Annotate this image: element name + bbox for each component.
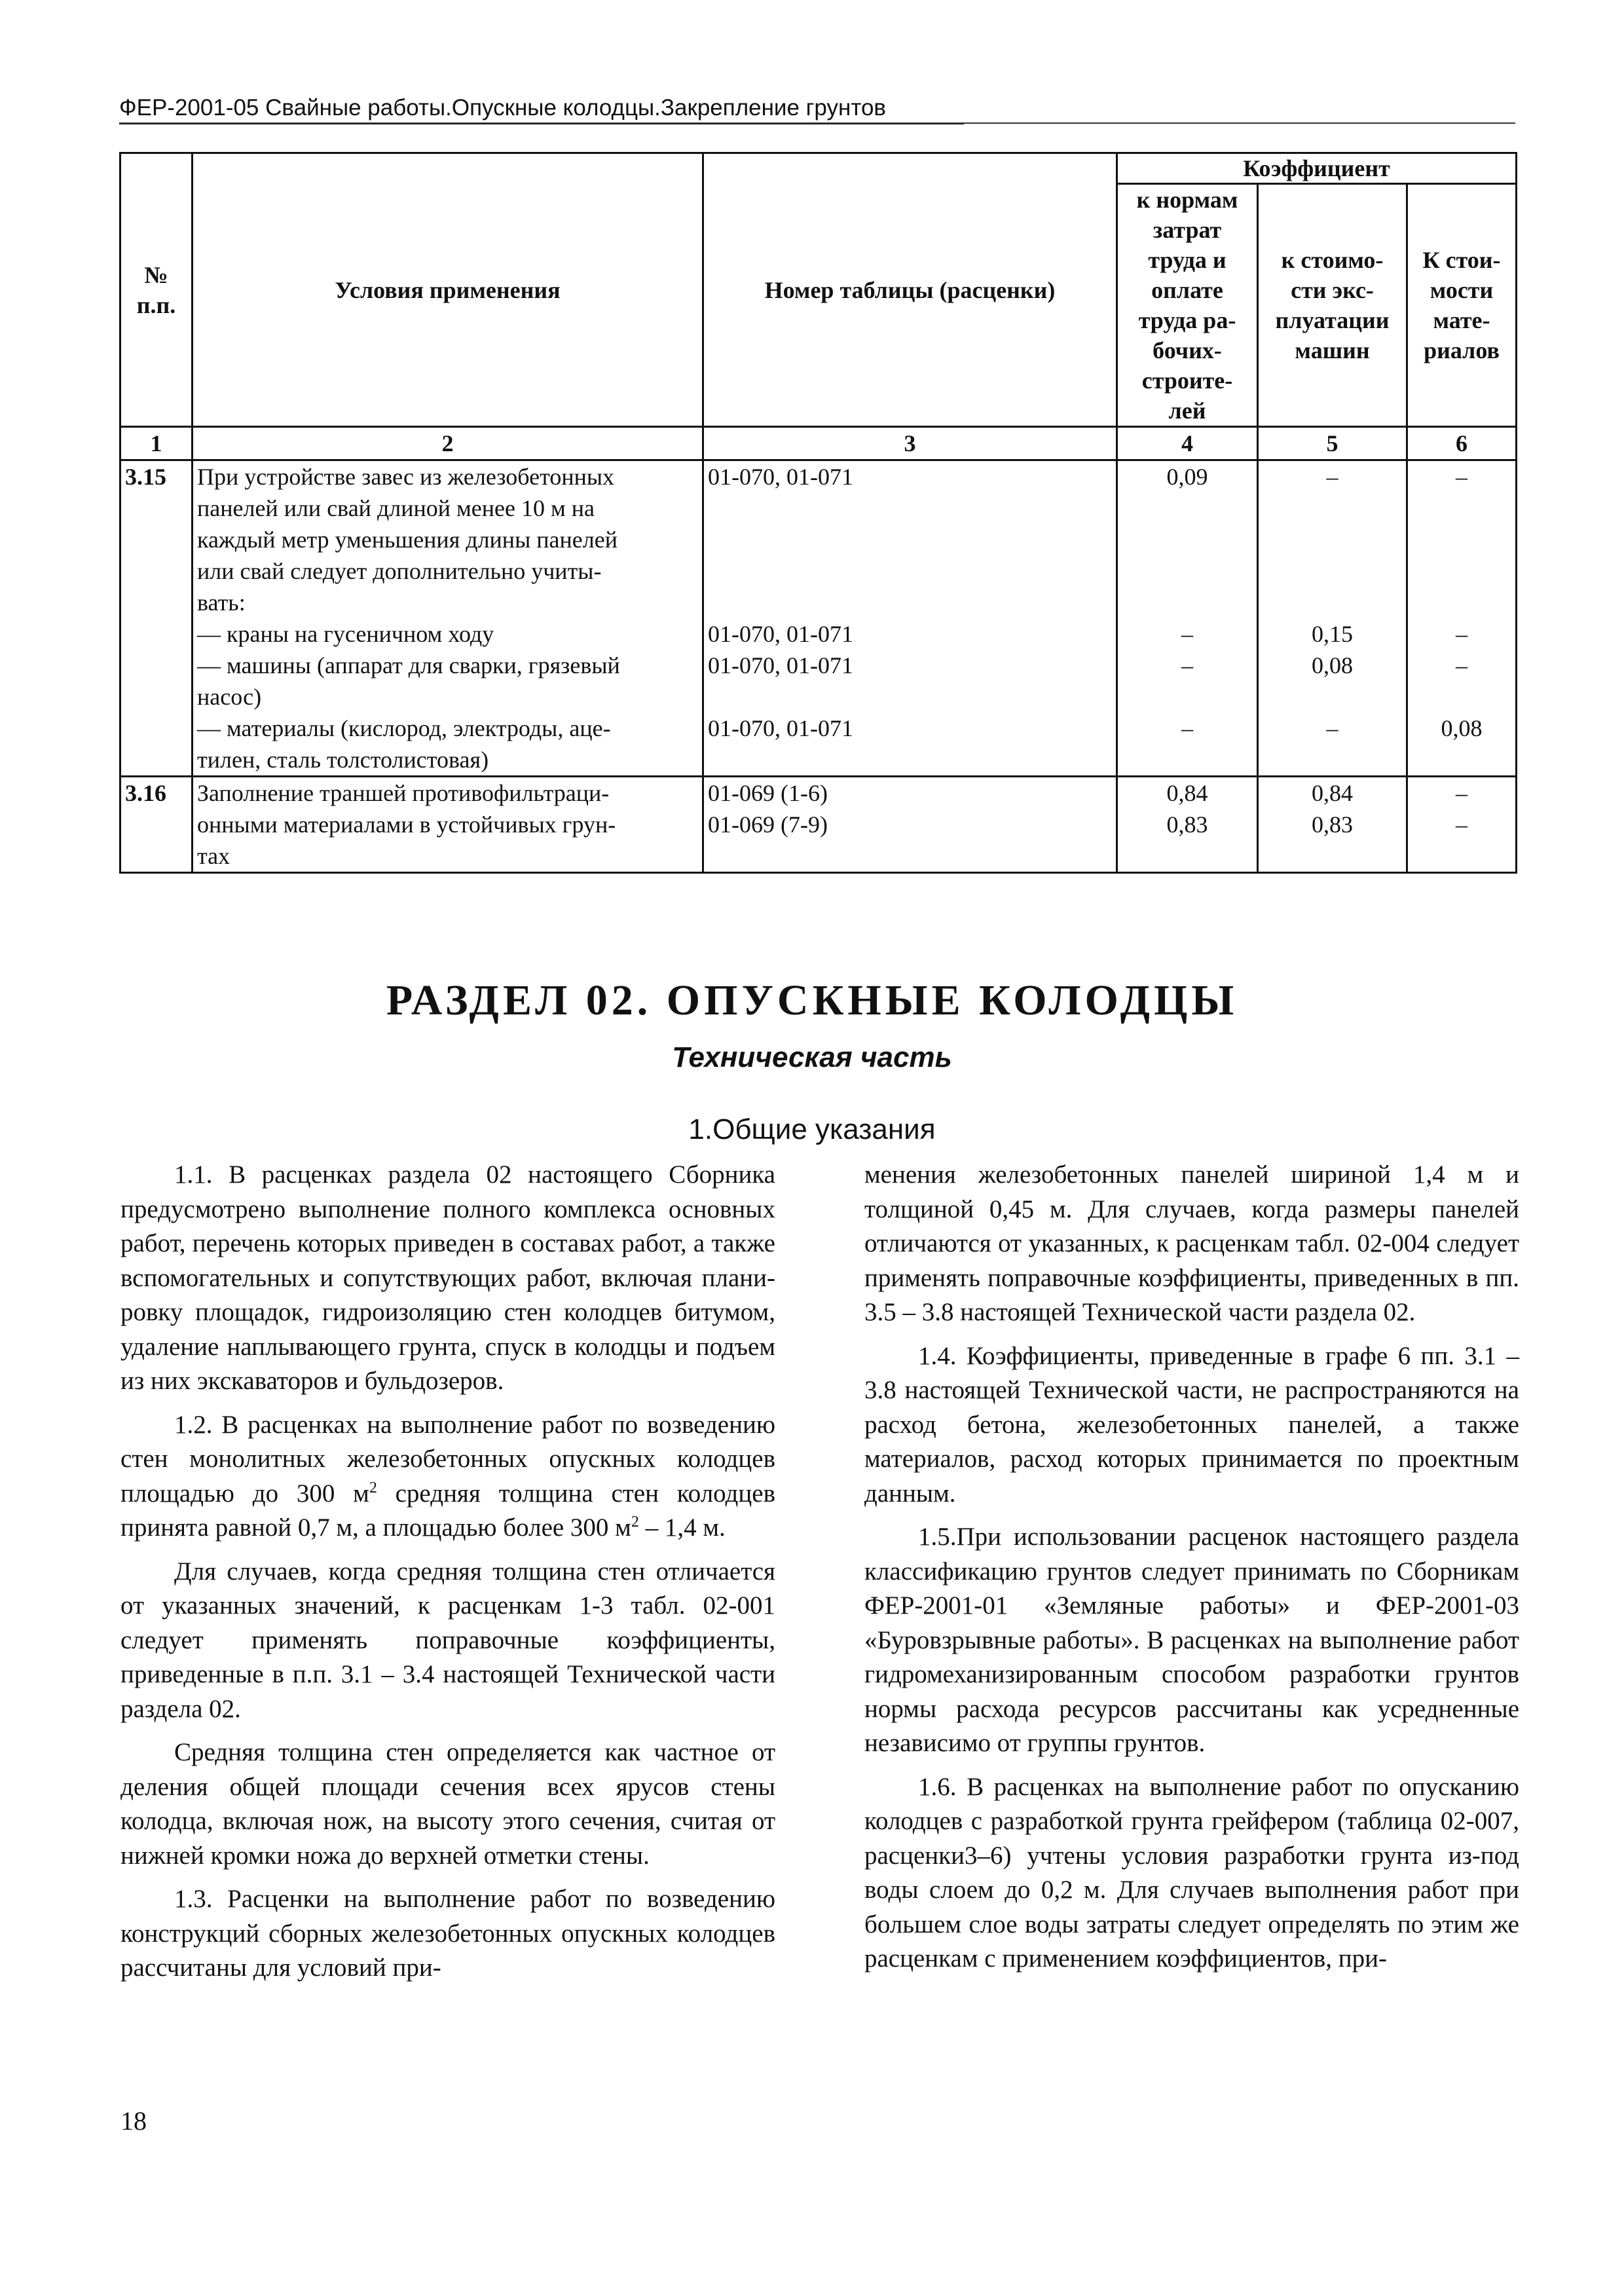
paragraph: 1.4. Коэффициенты, приведенные в графе 6 пп. 3.1 – 3.8 настоящей Технической части, не распространяются на расход бетона, железобетонных панелей, а также материалов, расход которых принимается по проектным данным.	[864, 1341, 1519, 1508]
row-materials-coef: – –	[1407, 777, 1517, 873]
paragraph: Средняя толщина стен определяется как частное от деления общей площади сечения всех ярусов стены колодца, включая нож, на высоту этого сечения, считая от нижней кромки ножа до верхней отметки стены.	[120, 1738, 775, 1870]
paragraph: 1.2. В расценках на выполнение работ по возведению стен монолитных железобетонных опускных колодцев площадью до 300 $м^2$ средняя толщина стен колодцев принята равной 0,7 м, а площадью более 300 $м^2 - 1,4$ м.	[120, 1410, 775, 1542]
row-conditions: Заполнение траншей противофильтраци- онными материалами в устойчивых грун- тах	[193, 777, 703, 873]
header-labor: к нормам затрат труда и оплате труда ра- бочих- строите- лей	[1117, 184, 1258, 427]
header-coefficient: Коэффициент	[1117, 153, 1517, 184]
header-num: № п.п.	[120, 153, 193, 427]
paragraph: 1.6. В расценках на выполнение работ по опусканию колодцев с разработкой грунта грейфером (таблица 02-007, расценки3–6) учтены условия разработки грунта из-под воды слоем до 0,2 м. Для случаев выполнения работ при большем слое воды затраты следует определять по этим же расценкам с применением коэффициентов, при-	[864, 1772, 1519, 1973]
header-conditions: Условия применения	[193, 153, 703, 427]
row-labor-coef: 0,84 0,83	[1117, 777, 1258, 873]
row-machines-coef: 0,84 0,83	[1258, 777, 1407, 873]
header-materials: К стои- мости мате- риалов	[1407, 184, 1517, 427]
paragraph: 1.1. В расценках раздела 02 настоящего Сборника предусмотрено выполнение полного комплекса основных работ, перечень которых приведен в составах работ, а также вспомогательных и сопутствующих работ, включая планировку площадок, гидроизоляцию стен колодцев битумом, удаление наплывающего грунта, спуск в колодцы и подъем из них экскаваторов и бульдозеров.	[120, 1160, 775, 1395]
right-text-column	[864, 1158, 1519, 1986]
coefficient-table	[119, 152, 1517, 874]
column-number: 5	[1258, 427, 1407, 460]
row-materials-coef: – – – 0,08	[1407, 460, 1517, 777]
paragraph: менения железобетонных панелей шириной 1,4 м и толщиной 0,45 м. Для случаев, когда размеры панелей отличаются от указанных, к расценкам табл. 02-004 следует применять поправочные коэффициенты, приведенных в пп. 3.5 – 3.8 настоящей Технической части раздела 02.	[864, 1160, 1519, 1326]
paragraph: 1.3. Расценки на выполнение работ по возведению конструкций сборных железобетонных опускных колодцев рассчитаны для условий при-	[120, 1885, 775, 1982]
page-number: 18	[120, 2106, 147, 2136]
general-instructions-heading: 1.Общие указания	[688, 1113, 936, 1145]
header-rule	[119, 122, 1515, 124]
column-number: 3	[703, 427, 1117, 460]
row-conditions: При устройстве завес из железобетонных панелей или свай длиной менее 10 м на каждый метр уменьшения длины панелей или свай следует дополнительно учиты- вать: — краны на гусеничном ходу — машины (аппарат для сварки, грязевый насос) — материалы (кислород, электроды, аце- тилен, сталь толстолистовая)	[193, 460, 703, 777]
column-number: 4	[1117, 427, 1258, 460]
section-title: РАЗДЕЛ 02. ОПУСКНЫЕ КОЛОДЦЫ	[386, 976, 1238, 1024]
paragraph: 1.5.При использовании расценок настоящего раздела классификацию грунтов следует принимать по Сборникам ФЕР-2001-01 «Земляные работы» и ФЕР-2001-03 «Буровзрывные работы». В расценках на выполнение работ гидромеханизированным способом разработки грунтов нормы расхода ресурсов рассчитаны как усредненные независимо от группы грунтов.	[864, 1523, 1519, 1757]
table-row	[120, 460, 1517, 777]
row-table-ref: 01-070, 01-071 01-070, 01-071 01-070, 01-071 01-070, 01-071	[703, 460, 1117, 777]
row-table-ref: 01-069 (1-6) 01-069 (7-9)	[703, 777, 1117, 873]
column-number-row	[120, 427, 1517, 460]
header-machines: к стоимо- сти экс- плуатации машин	[1258, 184, 1407, 427]
header-row-1	[120, 153, 1517, 184]
row-number: 3.15	[120, 460, 193, 777]
table-row	[120, 777, 1517, 873]
section-subtitle: Техническая часть	[672, 1041, 952, 1073]
running-header: ФЕР-2001-05 Свайные работы.Опускные колодцы.Закрепление грунтов	[119, 95, 964, 124]
column-number: 1	[120, 427, 193, 460]
header-table-ref: Номер таблицы (расценки)	[703, 153, 1117, 427]
left-text-column	[120, 1158, 775, 1995]
row-number: 3.16	[120, 777, 193, 873]
row-machines-coef: – 0,15 0,08 –	[1258, 460, 1407, 777]
row-labor-coef: 0,09 – – –	[1117, 460, 1258, 777]
column-number: 2	[193, 427, 703, 460]
column-number: 6	[1407, 427, 1517, 460]
paragraph: Для случаев, когда средняя толщина стен отличается от указанных значений, к расценкам 1-3 табл. 02-001 следует применять поправочные коэффициенты, приведенные в п.п. 3.1 – 3.4 настоящей Технической части раздела 02.	[120, 1557, 775, 1723]
